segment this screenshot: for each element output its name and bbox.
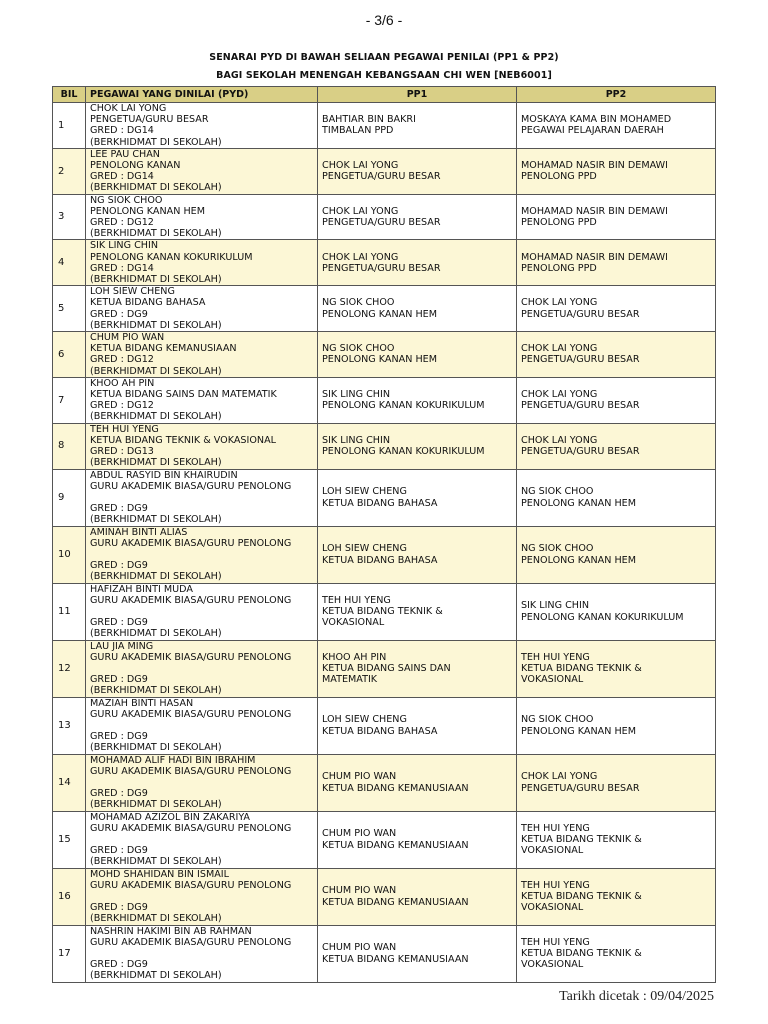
pyd-line: GRED : DG14 — [90, 125, 154, 137]
pyd-line: GRED : DG14 — [90, 171, 154, 183]
cell-pp1 — [318, 469, 517, 526]
pyd-line — [90, 948, 313, 959]
cell-pp2 — [517, 377, 716, 423]
cell-pp1 — [318, 240, 517, 286]
cell-bil: 5 — [53, 286, 86, 332]
cell-pp1 — [318, 103, 517, 149]
pyd-line: (BERKHIDMAT DI SEKOLAH) — [90, 628, 222, 640]
cell-pp1 — [318, 332, 517, 378]
pyd-line: GURU AKADEMIK BIASA/GURU PENOLONG — [90, 537, 292, 549]
cell-pyd — [86, 640, 318, 697]
header-pp1: PP1 — [318, 87, 517, 103]
pp2-line: PENOLONG PPD — [521, 171, 597, 183]
cell-bil: 15 — [53, 811, 86, 868]
pp1-line: NG SIOK CHOO — [322, 297, 395, 309]
cell-pyd — [86, 526, 318, 583]
pyd-line: KETUA BIDANG TEKNIK & VOKASIONAL — [90, 434, 276, 446]
pyd-line: GURU AKADEMIK BIASA/GURU PENOLONG — [90, 765, 292, 777]
pyd-line: GRED : DG13 — [90, 446, 154, 458]
table-row — [53, 754, 716, 811]
cell-pp1 — [318, 697, 517, 754]
cell-pyd — [86, 103, 318, 149]
table-row — [53, 194, 716, 240]
pp2-line: PENOLONG KANAN HEM — [521, 725, 636, 737]
pp2-line: TEH HUI YENG — [521, 822, 590, 834]
pyd-line: (BERKHIDMAT DI SEKOLAH) — [90, 970, 222, 982]
pyd-line: ABDUL RASYID BIN KHAIRUDIN — [90, 469, 238, 481]
table-row — [53, 286, 716, 332]
pyd-line: LEE PAU CHAN — [90, 148, 160, 160]
pp1-line: PENOLONG KANAN HEM — [322, 354, 437, 366]
pp1-line: PENOLONG KANAN HEM — [322, 308, 437, 320]
cell-pyd — [86, 811, 318, 868]
pp2-line: PENGETUA/GURU BESAR — [521, 782, 640, 794]
pp2-line: KETUA BIDANG TEKNIK & — [521, 948, 642, 960]
pp2-line: CHOK LAI YONG — [521, 297, 598, 309]
pp1-line: CHUM PIO WAN — [322, 942, 397, 954]
pyd-line: SIK LING CHIN — [90, 240, 159, 252]
pp1-line: KETUA BIDANG TEKNIK & — [322, 605, 443, 617]
cell-bil: 8 — [53, 423, 86, 469]
cell-bil: 6 — [53, 332, 86, 378]
pyd-line: PENGETUA/GURU BESAR — [90, 114, 209, 126]
pp1-line: TIMBALAN PPD — [322, 125, 394, 137]
pyd-line — [90, 549, 313, 560]
cell-pyd — [86, 377, 318, 423]
pyd-line: GRED : DG9 — [90, 731, 148, 743]
cell-pp2 — [517, 240, 716, 286]
pp1-line: NG SIOK CHOO — [322, 343, 395, 355]
pyd-line: (BERKHIDMAT DI SEKOLAH) — [90, 274, 222, 286]
cell-pyd — [86, 583, 318, 640]
pyd-line: (BERKHIDMAT DI SEKOLAH) — [90, 856, 222, 868]
pyd-line: (BERKHIDMAT DI SEKOLAH) — [90, 913, 222, 925]
table-header-row — [53, 87, 716, 103]
cell-pp2 — [517, 811, 716, 868]
cell-pp2 — [517, 583, 716, 640]
pp1-line: CHUM PIO WAN — [322, 828, 397, 840]
cell-pyd — [86, 286, 318, 332]
table-row — [53, 697, 716, 754]
pp2-line: PENGETUA/GURU BESAR — [521, 446, 640, 458]
cell-pp1 — [318, 583, 517, 640]
pyd-line: GRED : DG9 — [90, 503, 148, 515]
pyd-line: (BERKHIDMAT DI SEKOLAH) — [90, 365, 222, 377]
pyd-line — [90, 720, 313, 731]
pyd-line: KETUA BIDANG BAHASA — [90, 297, 206, 309]
cell-pp2 — [517, 332, 716, 378]
cell-bil: 12 — [53, 640, 86, 697]
pyd-line: PENOLONG KANAN HEM — [90, 205, 205, 217]
cell-pp2 — [517, 526, 716, 583]
pyd-line — [90, 492, 313, 503]
cell-bil: 16 — [53, 868, 86, 925]
pyd-line: PENOLONG KANAN KOKURIKULUM — [90, 251, 253, 263]
pp2-line: CHOK LAI YONG — [521, 343, 598, 355]
cell-bil: 13 — [53, 697, 86, 754]
pp2-line: VOKASIONAL — [521, 902, 584, 914]
pyd-line: NASHRIN HAKIMI BIN AB RAHMAN — [90, 925, 252, 937]
pp1-line: TEH HUI YENG — [322, 594, 391, 606]
table-row — [53, 469, 716, 526]
pyd-line: GURU AKADEMIK BIASA/GURU PENOLONG — [90, 480, 292, 492]
pp1-line: KETUA BIDANG KEMANUSIAAN — [322, 896, 469, 908]
pyd-line: PENOLONG KANAN — [90, 160, 181, 172]
table-row — [53, 332, 716, 378]
pp1-line: PENGETUA/GURU BESAR — [322, 262, 441, 274]
pp1-line: KETUA BIDANG KEMANUSIAAN — [322, 782, 469, 794]
table-row — [53, 148, 716, 194]
cell-bil: 9 — [53, 469, 86, 526]
pp2-line: PENGETUA/GURU BESAR — [521, 400, 640, 412]
pp1-line: CHOK LAI YONG — [322, 205, 399, 217]
cell-pyd — [86, 868, 318, 925]
pp2-line: MOHAMAD NASIR BIN DEMAWI — [521, 251, 668, 263]
table-row — [53, 240, 716, 286]
cell-pyd — [86, 148, 318, 194]
pyd-line: LAU JIA MING — [90, 640, 154, 652]
pp2-line: MOHAMAD NASIR BIN DEMAWI — [521, 160, 668, 172]
pp2-line: VOKASIONAL — [521, 845, 584, 857]
cell-bil: 17 — [53, 925, 86, 982]
cell-bil: 14 — [53, 754, 86, 811]
pyd-line: (BERKHIDMAT DI SEKOLAH) — [90, 411, 222, 423]
cell-pp2 — [517, 640, 716, 697]
cell-pp1 — [318, 194, 517, 240]
header-pp2: PP2 — [517, 87, 716, 103]
cell-pp2 — [517, 469, 716, 526]
pp1-line: PENOLONG KANAN KOKURIKULUM — [322, 400, 485, 412]
pyd-line: GURU AKADEMIK BIASA/GURU PENOLONG — [90, 936, 292, 948]
cell-pyd — [86, 240, 318, 286]
pp1-line: PENGETUA/GURU BESAR — [322, 171, 441, 183]
pp1-line: PENOLONG KANAN KOKURIKULUM — [322, 446, 485, 458]
pp1-line: MATEMATIK — [322, 674, 378, 686]
pyd-line: (BERKHIDMAT DI SEKOLAH) — [90, 182, 222, 194]
pp1-line: VOKASIONAL — [322, 617, 385, 629]
pyd-line — [90, 834, 313, 845]
pp2-line: NG SIOK CHOO — [521, 543, 594, 555]
pp2-line: MOHAMAD NASIR BIN DEMAWI — [521, 205, 668, 217]
pp1-line: CHOK LAI YONG — [322, 251, 399, 263]
cell-pp1 — [318, 754, 517, 811]
pp1-line: LOH SIEW CHENG — [322, 543, 407, 555]
pyd-line: LOH SIEW CHENG — [90, 286, 175, 298]
pyd-line: GRED : DG9 — [90, 959, 148, 971]
cell-pp1 — [318, 925, 517, 982]
pyd-line: GURU AKADEMIK BIASA/GURU PENOLONG — [90, 708, 292, 720]
pyd-line: GRED : DG9 — [90, 308, 148, 320]
table-row — [53, 583, 716, 640]
table-row — [53, 868, 716, 925]
cell-pp2 — [517, 925, 716, 982]
pp2-line: CHOK LAI YONG — [521, 771, 598, 783]
cell-pp2 — [517, 697, 716, 754]
cell-bil: 11 — [53, 583, 86, 640]
page-number: - 3/6 - — [365, 12, 403, 28]
pp1-line: CHOK LAI YONG — [322, 160, 399, 172]
cell-pp1 — [318, 811, 517, 868]
pyd-line: GRED : DG9 — [90, 902, 148, 914]
pyd-line: (BERKHIDMAT DI SEKOLAH) — [90, 571, 222, 583]
pp2-line: PENOLONG PPD — [521, 262, 597, 274]
header-bil: BIL — [53, 87, 86, 103]
pyd-line: GURU AKADEMIK BIASA/GURU PENOLONG — [90, 879, 292, 891]
table-row — [53, 811, 716, 868]
pp2-line: VOKASIONAL — [521, 959, 584, 971]
pyd-line: CHUM PIO WAN — [90, 332, 165, 344]
pyd-line — [90, 777, 313, 788]
cell-pyd — [86, 925, 318, 982]
pp1-line: PENGETUA/GURU BESAR — [322, 217, 441, 229]
pp2-line: PENOLONG PPD — [521, 217, 597, 229]
pyd-line: GRED : DG12 — [90, 217, 154, 229]
cell-bil: 2 — [53, 148, 86, 194]
pyd-line: GURU AKADEMIK BIASA/GURU PENOLONG — [90, 651, 292, 663]
print-date: Tarikh dicetak : 09/04/2025 — [559, 989, 714, 1004]
pyd-line: KETUA BIDANG SAINS DAN MATEMATIK — [90, 389, 277, 401]
cell-pyd — [86, 423, 318, 469]
pp2-line: PENOLONG KANAN KOKURIKULUM — [521, 611, 684, 623]
pp2-line: PEGAWAI PELAJARAN DAERAH — [521, 125, 664, 137]
pyd-line: HAFIZAH BINTI MUDA — [90, 583, 193, 595]
pp1-line: KETUA BIDANG KEMANUSIAAN — [322, 953, 469, 965]
cell-bil: 3 — [53, 194, 86, 240]
cell-bil: 7 — [53, 377, 86, 423]
pp2-line: TEH HUI YENG — [521, 879, 590, 891]
pp2-line: NG SIOK CHOO — [521, 486, 594, 498]
cell-pp1 — [318, 377, 517, 423]
pyd-line: GRED : DG9 — [90, 788, 148, 800]
pyd-line: TEH HUI YENG — [90, 423, 159, 435]
pyd-line: (BERKHIDMAT DI SEKOLAH) — [90, 228, 222, 240]
cell-pyd — [86, 754, 318, 811]
cell-pp2 — [517, 148, 716, 194]
document-subtitle: BAGI SEKOLAH MENENGAH KEBANGSAAN CHI WEN [NEB6001] — [216, 70, 552, 81]
cell-pp1 — [318, 286, 517, 332]
pyd-line — [90, 606, 313, 617]
pyd-line: (BERKHIDMAT DI SEKOLAH) — [90, 685, 222, 697]
pp1-line: KETUA BIDANG SAINS DAN — [322, 662, 451, 674]
cell-pp2 — [517, 423, 716, 469]
pyd-line: NG SIOK CHOO — [90, 194, 163, 206]
pp2-line: TEH HUI YENG — [521, 651, 590, 663]
pp1-line: SIK LING CHIN — [322, 389, 391, 401]
document-title: SENARAI PYD DI BAWAH SELIAAN PEGAWAI PENILAI (PP1 & PP2) — [209, 52, 559, 63]
pyd-line: (BERKHIDMAT DI SEKOLAH) — [90, 742, 222, 754]
pp2-line: KETUA BIDANG TEKNIK & — [521, 662, 642, 674]
cell-pp1 — [318, 148, 517, 194]
cell-pyd — [86, 194, 318, 240]
table-row — [53, 377, 716, 423]
cell-pyd — [86, 332, 318, 378]
pp2-line: NG SIOK CHOO — [521, 714, 594, 726]
pyd-line: GRED : DG12 — [90, 354, 154, 366]
pyd-line — [90, 663, 313, 674]
table-row — [53, 103, 716, 149]
pp2-line: KETUA BIDANG TEKNIK & — [521, 834, 642, 845]
cell-pp2 — [517, 754, 716, 811]
pp2-line: TEH HUI YENG — [521, 936, 590, 948]
cell-pyd — [86, 469, 318, 526]
pyd-line: GURU AKADEMIK BIASA/GURU PENOLONG — [90, 594, 292, 606]
cell-bil: 1 — [53, 103, 86, 149]
pyd-line — [90, 891, 313, 902]
cell-pp2 — [517, 868, 716, 925]
pyd-line: GRED : DG9 — [90, 674, 148, 686]
pp1-line: SIK LING CHIN — [322, 434, 391, 446]
cell-bil: 10 — [53, 526, 86, 583]
pp1-line: LOH SIEW CHENG — [322, 486, 407, 498]
pyd-line: MOHAMAD ALIF HADI BIN IBRAHIM — [90, 754, 256, 766]
pp1-line: KETUA BIDANG KEMANUSIAAN — [322, 839, 469, 851]
pyd-line: MOHD SHAHIDAN BIN ISMAIL — [90, 868, 229, 880]
pp1-line: CHUM PIO WAN — [322, 771, 397, 783]
cell-pp1 — [318, 526, 517, 583]
pp2-line: PENGETUA/GURU BESAR — [521, 308, 640, 320]
pp2-line: PENGETUA/GURU BESAR — [521, 354, 640, 366]
cell-pp2 — [517, 286, 716, 332]
pyd-line: GRED : DG9 — [90, 560, 148, 572]
pp2-line: CHOK LAI YONG — [521, 434, 598, 446]
cell-pyd — [86, 697, 318, 754]
cell-pp1 — [318, 868, 517, 925]
pyd-table — [52, 86, 716, 983]
header-pyd: PEGAWAI YANG DINILAI (PYD) — [86, 87, 318, 103]
pp1-line: KETUA BIDANG BAHASA — [322, 725, 438, 737]
pyd-line: GRED : DG9 — [90, 617, 148, 629]
pyd-line: (BERKHIDMAT DI SEKOLAH) — [90, 514, 222, 526]
pyd-line: GRED : DG9 — [90, 845, 148, 857]
pp2-line: PENOLONG KANAN HEM — [521, 497, 636, 509]
pyd-line: MAZIAH BINTI HASAN — [90, 697, 194, 709]
cell-pp1 — [318, 423, 517, 469]
pyd-line: GURU AKADEMIK BIASA/GURU PENOLONG — [90, 822, 292, 834]
cell-bil: 4 — [53, 240, 86, 286]
pyd-line: (BERKHIDMAT DI SEKOLAH) — [90, 319, 222, 331]
pp1-line: LOH SIEW CHENG — [322, 714, 407, 726]
cell-pp2 — [517, 194, 716, 240]
pyd-line: MOHAMAD AZIZOL BIN ZAKARIYA — [90, 811, 250, 823]
pyd-line: (BERKHIDMAT DI SEKOLAH) — [90, 799, 222, 811]
pp2-line: CHOK LAI YONG — [521, 389, 598, 401]
cell-pp2 — [517, 103, 716, 149]
cell-pp1 — [318, 640, 517, 697]
pp1-line: CHUM PIO WAN — [322, 885, 397, 897]
table-row — [53, 423, 716, 469]
pyd-line: CHOK LAI YONG — [90, 103, 167, 114]
pyd-line: KHOO AH PIN — [90, 377, 155, 389]
pp2-line: KETUA BIDANG TEKNIK & — [521, 891, 642, 903]
pp2-line: SIK LING CHIN — [521, 600, 590, 612]
pp2-line: PENOLONG KANAN HEM — [521, 554, 636, 566]
pyd-line: AMINAH BINTI ALIAS — [90, 526, 188, 538]
pyd-line: (BERKHIDMAT DI SEKOLAH) — [90, 457, 222, 469]
pyd-line: KETUA BIDANG KEMANUSIAAN — [90, 343, 237, 355]
pp1-line: KHOO AH PIN — [322, 651, 387, 663]
table-row — [53, 526, 716, 583]
pyd-line: GRED : DG14 — [90, 262, 154, 274]
pp2-line: VOKASIONAL — [521, 674, 584, 686]
table-row — [53, 640, 716, 697]
pp1-line: KETUA BIDANG BAHASA — [322, 497, 438, 509]
pp1-line: KETUA BIDANG BAHASA — [322, 554, 438, 566]
pp1-line: BAHTIAR BIN BAKRI — [322, 114, 416, 126]
pyd-line: GRED : DG12 — [90, 400, 154, 412]
table-row — [53, 925, 716, 982]
pyd-line: (BERKHIDMAT DI SEKOLAH) — [90, 136, 222, 148]
pp2-line: MOSKAYA KAMA BIN MOHAMED — [521, 114, 672, 126]
